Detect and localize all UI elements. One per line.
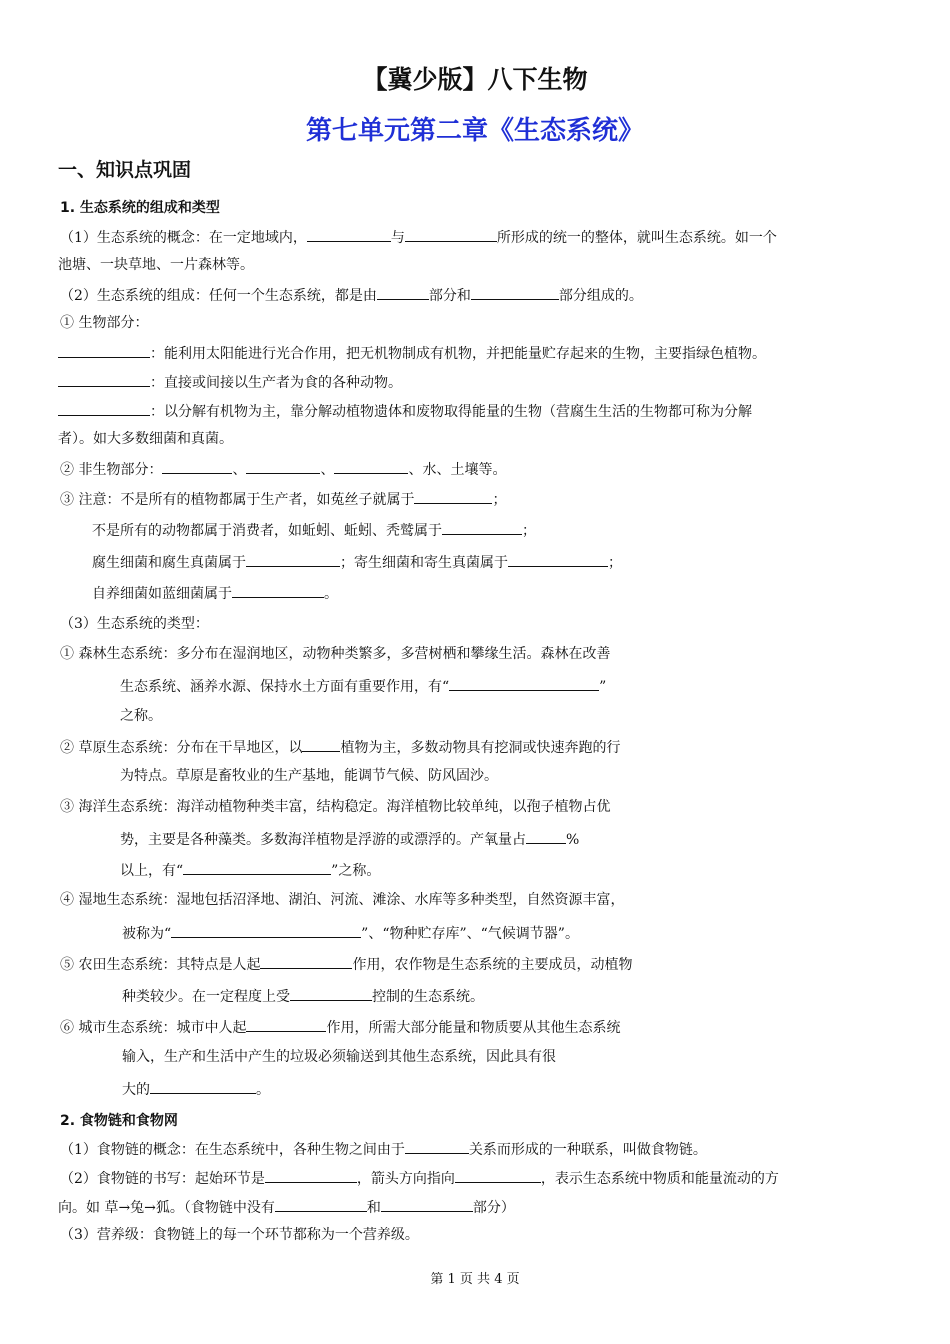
fill-blank[interactable] — [381, 1196, 473, 1212]
fill-blank[interactable] — [290, 985, 372, 1001]
text-line: 势，主要是各种藻类。多数海洋植物是浮游的或漂浮的。产氧量占 % — [120, 828, 579, 850]
fill-blank[interactable] — [405, 226, 497, 242]
fill-blank[interactable] — [232, 582, 324, 598]
text-line: 被称为“ ”、“物种贮存库”、“气候调节器”。 — [122, 922, 579, 944]
text-line: ① 森林生态系统：多分布在湿润地区，动物种类繁多，多营树栖和攀缘生活。森林在改善 — [60, 646, 611, 662]
text-line: ② 非生物部分： 、 、 、水、土壤等。 — [60, 458, 506, 480]
fill-blank[interactable] — [58, 400, 150, 416]
text-line: 腐生细菌和腐生真菌属于 ；寄生细菌和寄生真菌属于 ； — [92, 551, 622, 573]
fill-blank[interactable] — [307, 226, 391, 242]
fill-blank[interactable] — [405, 1138, 469, 1154]
text-line: （2）生态系统的组成：任何一个生态系统，都是由 部分和 部分组成的。 — [60, 284, 643, 306]
text-line: 以上，有“ ”之称。 — [120, 859, 380, 881]
fill-blank[interactable] — [246, 1016, 326, 1032]
text-line: （3）生态系统的类型： — [60, 616, 209, 632]
fill-blank[interactable] — [260, 953, 352, 969]
text-line: ④ 湿地生态系统：湿地包括沼泽地、湖泊、河流、滩涂、水库等多种类型，自然资源丰富， — [60, 892, 625, 908]
text-line: （2）食物链的书写：起始环节是 ，箭头方向指向 ，表示生态系统中物质和能量流动的方 — [60, 1167, 779, 1189]
text-line: ① 生物部分： — [60, 315, 149, 331]
text-line: 不是所有的动物都属于消费者，如蚯蚓、蚯蚓、秃鹫属于 ； — [92, 519, 536, 541]
fill-blank[interactable] — [150, 1078, 256, 1094]
fill-blank[interactable] — [246, 458, 320, 474]
text-line: 自养细菌如蓝细菌属于 。 — [92, 582, 338, 604]
fill-blank[interactable] — [58, 371, 150, 387]
text-line: ：以分解有机物为主，靠分解动植物遗体和废物取得能量的生物（营腐生生活的生物都可称为分解 — [58, 400, 752, 422]
text-line: （3）营养级：食物链上的每一个环节都称为一个营养级。 — [60, 1227, 419, 1243]
text-line: 为特点。草原是畜牧业的生产基地，能调节气候、防风固沙。 — [120, 768, 498, 784]
page-number: 第 1 页 共 4 页 — [430, 1272, 520, 1287]
fill-blank[interactable] — [246, 551, 340, 567]
text-line: 之称。 — [120, 708, 162, 724]
text-line: ③ 海洋生态系统：海洋动植物种类丰富，结构稳定。海洋植物比较单纯，以孢子植物占优 — [60, 799, 611, 815]
section-heading: 一、知识点巩固 — [58, 159, 192, 181]
text-line: 者）。如大多数细菌和真菌。 — [58, 431, 233, 447]
fill-blank[interactable] — [508, 551, 608, 567]
text-line: 种类较少。在一定程度上受 控制的生态系统。 — [122, 985, 484, 1007]
fill-blank[interactable] — [275, 1196, 367, 1212]
fill-blank[interactable] — [449, 675, 599, 691]
fill-blank[interactable] — [471, 284, 559, 300]
text-line: ：直接或间接以生产者为食的各种动物。 — [58, 371, 402, 393]
fill-blank[interactable] — [442, 519, 522, 535]
text-line: （1）生态系统的概念：在一定地域内， 与 所形成的统一的整体，就叫生态系统。如一个 — [60, 226, 777, 248]
text-line: ③ 注意：不是所有的植物都属于生产者，如菟丝子就属于 ； — [60, 488, 506, 510]
fill-blank[interactable] — [526, 828, 566, 844]
fill-blank[interactable] — [162, 458, 232, 474]
fill-blank[interactable] — [171, 922, 361, 938]
text-line: （1）食物链的概念：在生态系统中，各种生物之间由于 关系而形成的一种联系，叫做食物链。 — [60, 1138, 707, 1160]
text-line: ：能利用太阳能进行光合作用，把无机物制成有机物，并把能量贮存起来的生物，主要指绿色植物。 — [58, 342, 766, 364]
chapter-title: 第七单元第二章《生态系统》 — [305, 116, 644, 146]
fill-blank[interactable] — [334, 458, 408, 474]
text-line: 向。如 草→兔→狐。（食物链中没有 和 部分） — [58, 1196, 515, 1218]
fill-blank[interactable] — [455, 1167, 541, 1183]
fill-blank[interactable] — [302, 736, 340, 752]
text-line: ⑤ 农田生态系统：其特点是人起 作用，农作物是生态系统的主要成员，动植物 — [60, 953, 632, 975]
text-line: 生态系统、涵养水源、保持水土方面有重要作用，有“ ” — [120, 675, 606, 697]
fill-blank[interactable] — [414, 488, 492, 504]
text-line: 池塘、一块草地、一片森林等。 — [58, 257, 254, 273]
fill-blank[interactable] — [183, 859, 331, 875]
fill-blank[interactable] — [58, 342, 150, 358]
text-line: 输入，生产和生活中产生的垃圾必须输送到其他生态系统，因此具有很 — [122, 1049, 556, 1065]
text-line: ② 草原生态系统：分布在干旱地区，以 植物为主，多数动物具有挖洞或快速奔跑的行 — [60, 736, 620, 758]
document-title: 【冀少版】八下生物 — [362, 65, 588, 94]
fill-blank[interactable] — [265, 1167, 357, 1183]
text-line: ⑥ 城市生态系统：城市中人起 作用，所需大部分能量和物质要从其他生态系统 — [60, 1016, 620, 1038]
subsection-heading-composition: 1. 生态系统的组成和类型 — [60, 200, 220, 216]
subsection-heading-food-chain: 2. 食物链和食物网 — [60, 1113, 178, 1129]
text-line: 大的 。 — [122, 1078, 270, 1100]
fill-blank[interactable] — [377, 284, 429, 300]
